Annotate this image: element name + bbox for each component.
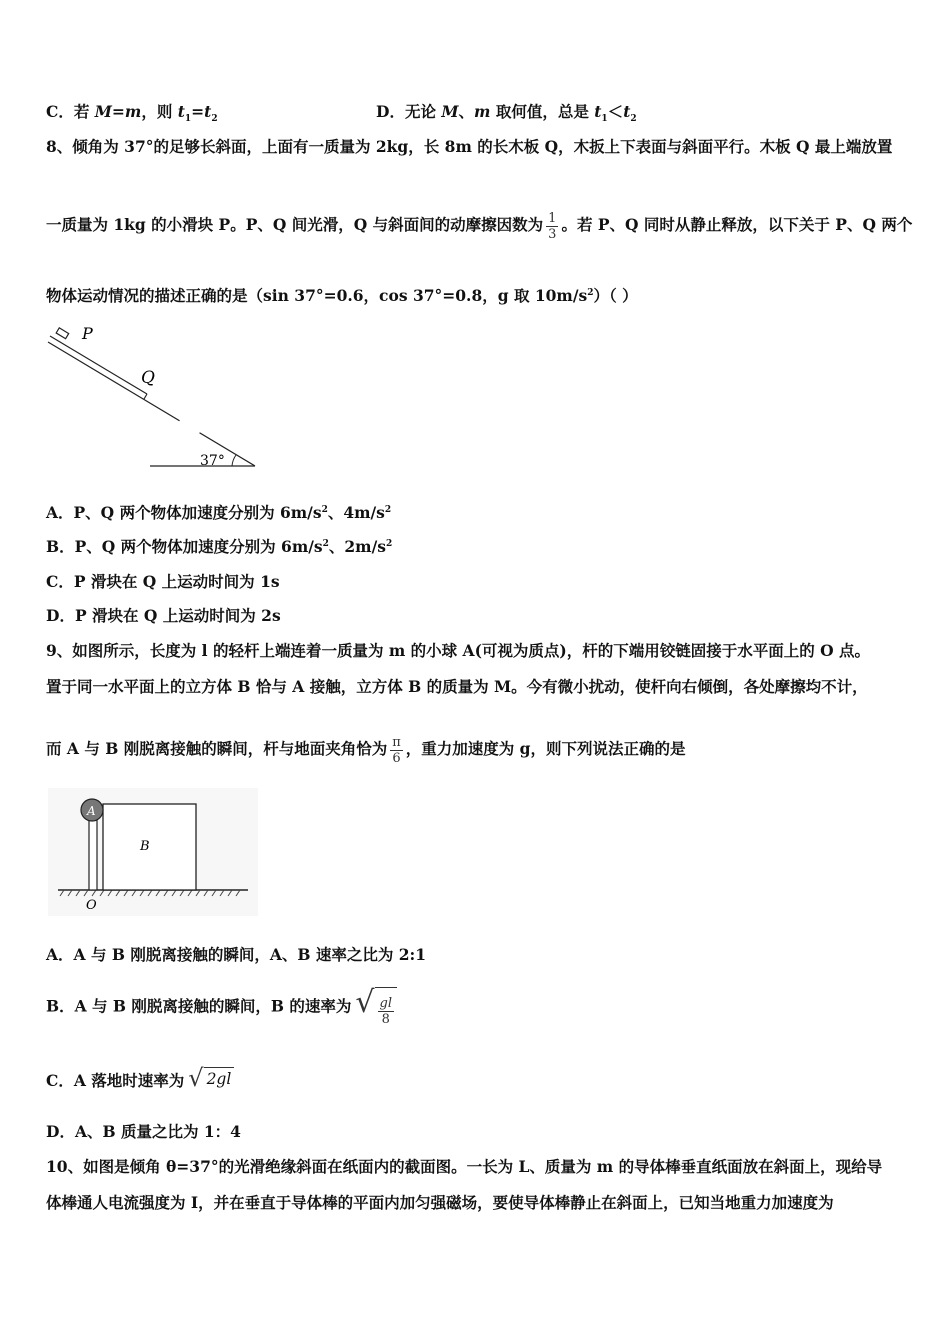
q7-option-d: D．无论 M、m 取何值，总是 $t_1<t_2$ xyxy=(376,102,637,125)
rod xyxy=(89,816,97,890)
fraction-pi-over-six: $\frac{\pi}{6}$ xyxy=(392,734,401,766)
label-b: B xyxy=(140,839,150,854)
incline-diagram xyxy=(40,322,270,474)
q10-stem-line2: 体棒通人电流强度为 I，并在垂直于导体棒的平面内加匀强磁场，要使导体棒静止在斜面上，已知当地重力加速度为 xyxy=(46,1193,834,1212)
q10-stem-line1: 10、如图是倾角 θ=37°的光滑绝缘斜面在纸面内的截面图。一长为 L、质量为 m 的导体棒垂直纸面放在斜面上，现给导 xyxy=(46,1157,883,1176)
label-a: A xyxy=(87,804,96,818)
q8-stem-line1: 8、倾角为 37°的足够长斜面，上面有一质量为 2kg，长 8m 的长木板 Q，木扳上下表面与斜面平行。木板 Q 最上端放置 xyxy=(46,137,893,156)
label-q: Q xyxy=(141,368,155,388)
rod-cube-diagram xyxy=(48,788,258,916)
fraction-one-third: $\frac{1}{3}$ xyxy=(548,210,557,242)
q8-option-b: B．P、Q 两个物体加速度分别为 $6m/s^2$、$2m/s^2$ xyxy=(46,537,393,556)
q8-option-d: D．P 滑块在 Q 上运动时间为 2s xyxy=(46,606,281,625)
q9-stem-line2: 置于同一水平面上的立方体 B 恰与 A 接触，立方体 B 的质量为 M。今有微小扰动，使杆向右倾倒，各处摩擦均不计， xyxy=(46,677,868,696)
label-o: O xyxy=(86,898,97,913)
sqrt-gl-over-8: √ $\frac{gl}{8}$ xyxy=(355,983,397,1032)
q7-option-c: C．若 M=m，则 $t_1=t_2$ xyxy=(46,102,218,125)
label-angle: 37° xyxy=(200,453,225,469)
q8-stem-line2: 一质量为 1kg 的小滑块 P。P、Q 间光滑，Q 与斜面间的动摩擦因数为 $\frac{1}{3}$ 。若 P、Q 同时从静止释放，以下关于 P、Q 两个 xyxy=(46,210,913,242)
q8-option-a: A．P、Q 两个物体加速度分别为 $6m/s^2$、$4m/s^2$ xyxy=(46,503,392,522)
q9-option-b: B．A 与 B 刚脱离接触的瞬间，B 的速率为 √ $\frac{gl}{8}$ xyxy=(46,983,397,1032)
q9-option-a: A．A 与 B 刚脱离接触的瞬间，A、B 速率之比为 2:1 xyxy=(46,945,427,964)
q9-stem-line1: 9、如图所示，长度为 l 的轻杆上端连着一质量为 m 的小球 A(可视为质点)，杆的下端用铰链固接于水平面上的 O 点。 xyxy=(46,641,871,660)
sqrt-2gl: √ 2gl xyxy=(188,1063,234,1093)
q9-option-c: C．A 落地时速率为 √ 2gl xyxy=(46,1063,234,1099)
block-p xyxy=(56,328,69,339)
q8-stem-line3: 物体运动情况的描述正确的是（sin 37°=0.6，cos 37°=0.8，g 取 $10m/s^2$）（ ） xyxy=(46,286,638,305)
label-p: P xyxy=(82,324,93,343)
q9-stem-line3: 而 A 与 B 刚脱离接触的瞬间，杆与地面夹角恰为 $\frac{\pi}{6}$ ，重力加速度为 g，则下列说法正确的是 xyxy=(46,734,686,766)
q9-option-d: D．A、B 质量之比为 1：4 xyxy=(46,1122,241,1141)
q8-option-c: C．P 滑块在 Q 上运动时间为 1s xyxy=(46,572,280,591)
plank-q xyxy=(50,336,147,399)
